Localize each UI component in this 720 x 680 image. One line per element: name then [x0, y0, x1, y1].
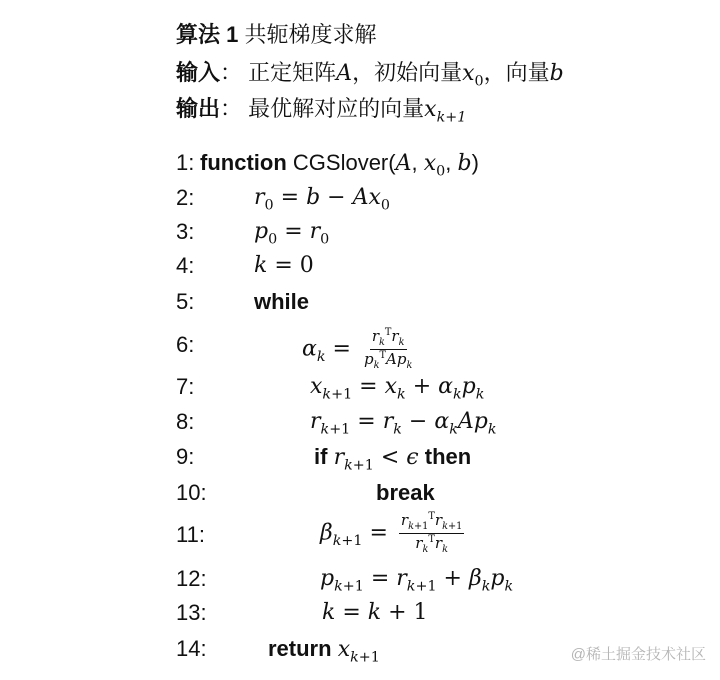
- line-number: 7:: [176, 374, 195, 399]
- formula: k = 0: [254, 253, 314, 278]
- formula: $\alpha_k$ = $\frac{r_k^Tr_k}{p_k^TAp_k}$: [302, 327, 413, 372]
- line-number: 14:: [176, 636, 207, 661]
- line-number: 4:: [176, 253, 195, 278]
- formula: $r_{k+1} = r_k - \alpha_kAp_k$: [310, 409, 497, 438]
- line-number: 1:: [176, 150, 195, 175]
- keyword-while: while: [254, 289, 310, 314]
- algorithm-input: 输入： 正定矩阵A，初始向量$x_0$，向量b: [176, 60, 564, 90]
- algorithm-output: 输出： 最优解对应的向量$x_{k+1}$: [176, 96, 467, 126]
- keyword-break: break: [376, 480, 435, 505]
- formula: $p_0 = r_0$: [254, 219, 330, 248]
- line-number: 12:: [176, 566, 207, 591]
- keyword-then: then: [424, 444, 472, 469]
- line-number: 8:: [176, 409, 195, 434]
- line-number: 3:: [176, 219, 195, 244]
- line-number: 13:: [176, 600, 207, 625]
- input-label: 输入: [176, 60, 221, 85]
- formula: $x_{k+1}$: [337, 637, 380, 666]
- line-number: 11:: [176, 522, 205, 547]
- formula: $r_0 = b - Ax_0$: [254, 185, 390, 214]
- line-number: 5:: [176, 289, 195, 314]
- b-symbol: b: [549, 61, 564, 86]
- line-number: 10:: [176, 480, 207, 505]
- line-number: 2:: [176, 185, 195, 210]
- algorithm-number: 算法 1: [176, 22, 239, 47]
- keyword-return: return: [268, 636, 332, 661]
- output-label: 输出: [176, 96, 221, 121]
- keyword-if: if: [314, 444, 328, 469]
- output-symbol: $x_{k+1}$: [424, 97, 467, 126]
- formula: $x_{k+1} = x_k + \alpha_kp_k$: [310, 374, 485, 403]
- line-number: 6:: [176, 332, 195, 357]
- formula: $p_{k+1} = r_{k+1} + \beta_kp_k$: [320, 566, 514, 595]
- matrix-symbol: A: [336, 61, 353, 86]
- watermark: @稀土掘金技术社区: [570, 646, 706, 663]
- algorithm-title: [176, 18, 377, 49]
- algorithm-name: 共轭梯度求解: [244, 22, 377, 47]
- keyword-function: function: [200, 150, 287, 175]
- formula: $r_{k+1} < \epsilon$: [333, 445, 419, 474]
- x0-symbol: $x_0$: [462, 61, 484, 90]
- line-number: 9:: [176, 444, 195, 469]
- formula: $\beta_{k+1}$ = $\frac{r_{k+1}^Tr_{k+1}}{r_k^Tr_k}$: [320, 511, 463, 556]
- formula: k = k + 1: [322, 600, 428, 625]
- function-name: CGSlover: [292, 150, 389, 175]
